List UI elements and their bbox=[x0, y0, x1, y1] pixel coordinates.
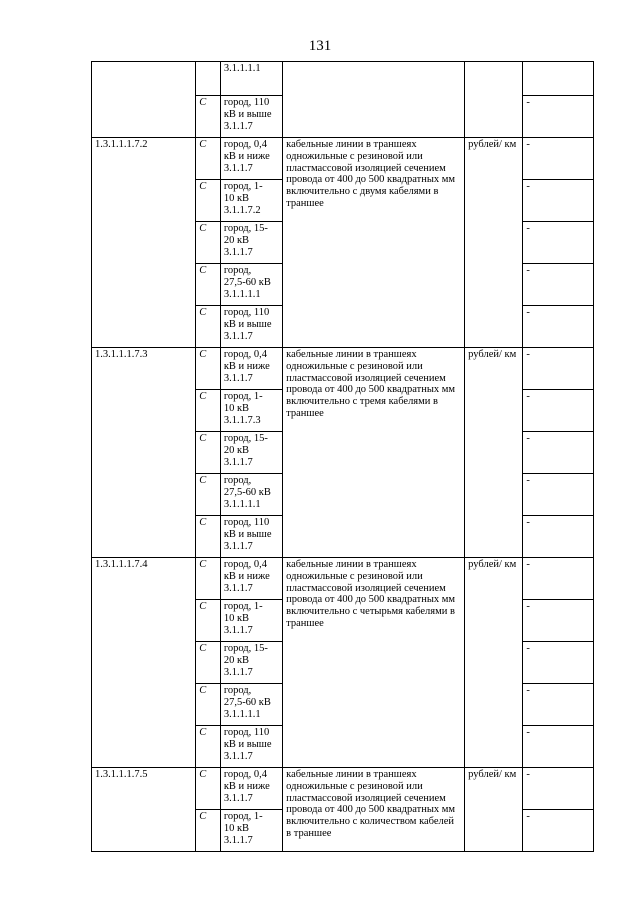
symbol-cell: С bbox=[196, 390, 221, 432]
symbol-cell: С bbox=[196, 306, 221, 348]
code-cell: 1.3.1.1.1.7.2 bbox=[92, 138, 196, 348]
name-line: 20 кВ bbox=[223, 234, 250, 246]
name-line: кВ и ниже bbox=[223, 570, 270, 582]
description-cell: кабельные линии в траншеях одножильные с резиновой или пластмассовой изоляцией сечением провода от 400 до 500 квадратных мм включительно с четырьмя кабелями в траншее bbox=[283, 558, 465, 768]
code-cell: 1.3.1.1.1.7.3 bbox=[92, 348, 196, 558]
name-line: 20 кВ bbox=[223, 654, 250, 666]
name-line: кВ и ниже bbox=[223, 360, 270, 372]
name-line: кВ и ниже bbox=[223, 780, 270, 792]
description-cell bbox=[283, 62, 465, 138]
symbol-cell: С bbox=[196, 96, 221, 138]
name-line: кВ и выше bbox=[223, 528, 272, 540]
unit-cell: рублей/ км bbox=[465, 558, 523, 768]
name-line: город, 0,4 bbox=[223, 559, 268, 570]
name-line: кВ и выше bbox=[223, 318, 272, 330]
name-line: 10 кВ bbox=[223, 612, 250, 624]
name-cell bbox=[220, 222, 282, 264]
tariff-table-body bbox=[92, 62, 594, 852]
name-line: 10 кВ bbox=[223, 192, 250, 204]
name-cell bbox=[220, 348, 282, 390]
name-line: кВ и ниже bbox=[223, 150, 270, 162]
table-row bbox=[92, 768, 594, 810]
name-line: кВ и выше bbox=[223, 108, 272, 120]
value-cell: - bbox=[523, 264, 594, 306]
description-cell: кабельные линии в траншеях одножильные с резиновой или пластмассовой изоляцией сечением провода от 400 до 500 квадратных мм включительно с двумя кабелями в траншее bbox=[283, 138, 465, 348]
name-line: город, 15- bbox=[223, 433, 268, 444]
name-line: 3.1.1.7 bbox=[223, 582, 253, 594]
unit-cell: рублей/ км bbox=[465, 138, 523, 348]
name-line: 3.1.1.1.1 bbox=[223, 288, 261, 300]
name-cell bbox=[220, 390, 282, 432]
value-cell: - bbox=[523, 642, 594, 684]
value-cell: - bbox=[523, 726, 594, 768]
name-line: 3.1.1.1.1 bbox=[223, 63, 261, 74]
name-cell bbox=[220, 62, 282, 96]
name-line: город, 1- bbox=[223, 601, 263, 612]
value-cell: - bbox=[523, 474, 594, 516]
name-line: город, bbox=[223, 475, 252, 486]
name-line: 3.1.1.7 bbox=[223, 624, 253, 636]
name-line: город, bbox=[223, 265, 252, 276]
name-line: город, 110 bbox=[223, 727, 270, 738]
name-line: город, 0,4 bbox=[223, 349, 268, 360]
name-cell bbox=[220, 306, 282, 348]
name-line: 3.1.1.7.2 bbox=[223, 204, 261, 216]
symbol-cell: С bbox=[196, 642, 221, 684]
symbol-cell: С bbox=[196, 432, 221, 474]
name-cell bbox=[220, 600, 282, 642]
name-line: 3.1.1.7 bbox=[223, 540, 253, 552]
symbol-cell: С bbox=[196, 600, 221, 642]
name-cell bbox=[220, 516, 282, 558]
code-cell: 1.3.1.1.1.7.5 bbox=[92, 768, 196, 852]
name-line: 27,5-60 кВ bbox=[223, 486, 271, 498]
table-row bbox=[92, 558, 594, 600]
value-cell: - bbox=[523, 96, 594, 138]
name-line: город, 15- bbox=[223, 643, 268, 654]
table-row bbox=[92, 348, 594, 390]
unit-cell: рублей/ км bbox=[465, 768, 523, 852]
table-row bbox=[92, 62, 594, 96]
value-cell: - bbox=[523, 768, 594, 810]
symbol-cell: С bbox=[196, 810, 221, 852]
name-line: 3.1.1.7 bbox=[223, 246, 253, 258]
value-cell: - bbox=[523, 180, 594, 222]
name-cell bbox=[220, 684, 282, 726]
name-line: город, 15- bbox=[223, 223, 268, 234]
name-line: 3.1.1.7 bbox=[223, 162, 253, 174]
name-cell bbox=[220, 264, 282, 306]
symbol-cell bbox=[196, 62, 221, 96]
symbol-cell: С bbox=[196, 684, 221, 726]
name-cell bbox=[220, 138, 282, 180]
name-line: 10 кВ bbox=[223, 822, 250, 834]
name-line: 3.1.1.7 bbox=[223, 834, 253, 846]
value-cell: - bbox=[523, 432, 594, 474]
symbol-cell: С bbox=[196, 516, 221, 558]
code-cell: 1.3.1.1.1.7.4 bbox=[92, 558, 196, 768]
description-cell: кабельные линии в траншеях одножильные с резиновой или пластмассовой изоляцией сечением провода от 400 до 500 квадратных мм включительно с тремя кабелями в траншее bbox=[283, 348, 465, 558]
value-cell: - bbox=[523, 138, 594, 180]
name-line: город, 1- bbox=[223, 181, 263, 192]
value-cell: - bbox=[523, 222, 594, 264]
name-line: 3.1.1.1.1 bbox=[223, 498, 261, 510]
name-line: 3.1.1.1.1 bbox=[223, 708, 261, 720]
name-line: 3.1.1.7 bbox=[223, 666, 253, 678]
name-line: город, 0,4 bbox=[223, 769, 268, 780]
value-cell: - bbox=[523, 348, 594, 390]
symbol-cell: С bbox=[196, 348, 221, 390]
name-line: 3.1.1.7 bbox=[223, 456, 253, 468]
value-cell: - bbox=[523, 306, 594, 348]
page-number: 131 bbox=[308, 38, 332, 54]
value-cell: - bbox=[523, 810, 594, 852]
symbol-cell: С bbox=[196, 222, 221, 264]
symbol-cell: С bbox=[196, 180, 221, 222]
name-line: 20 кВ bbox=[223, 444, 250, 456]
name-line: город, 1- bbox=[223, 811, 263, 822]
value-cell: - bbox=[523, 516, 594, 558]
name-line: 10 кВ bbox=[223, 402, 250, 414]
name-cell bbox=[220, 768, 282, 810]
unit-cell bbox=[465, 62, 523, 138]
symbol-cell: С bbox=[196, 726, 221, 768]
name-line: 3.1.1.7 bbox=[223, 750, 253, 762]
name-cell bbox=[220, 96, 282, 138]
name-line: 3.1.1.7 bbox=[223, 372, 253, 384]
name-cell bbox=[220, 810, 282, 852]
name-line: 3.1.1.7 bbox=[223, 792, 253, 804]
value-cell: - bbox=[523, 600, 594, 642]
name-cell bbox=[220, 474, 282, 516]
name-cell bbox=[220, 432, 282, 474]
value-cell: - bbox=[523, 684, 594, 726]
name-line: 3.1.1.7 bbox=[223, 120, 253, 132]
name-line: город, 0,4 bbox=[223, 139, 268, 150]
name-cell bbox=[220, 642, 282, 684]
name-line: 3.1.1.7.3 bbox=[223, 414, 261, 426]
name-line: город, 110 bbox=[223, 517, 270, 528]
name-line: город, bbox=[223, 685, 252, 696]
name-cell bbox=[220, 180, 282, 222]
name-line: 27,5-60 кВ bbox=[223, 696, 271, 708]
symbol-cell: С bbox=[196, 558, 221, 600]
tariff-table bbox=[91, 61, 594, 852]
name-cell bbox=[220, 558, 282, 600]
name-line: 3.1.1.7 bbox=[223, 330, 253, 342]
value-cell bbox=[523, 62, 594, 96]
symbol-cell: С bbox=[196, 474, 221, 516]
name-line: кВ и выше bbox=[223, 738, 272, 750]
table-row bbox=[92, 138, 594, 180]
symbol-cell: С bbox=[196, 264, 221, 306]
name-line: город, 110 bbox=[223, 307, 270, 318]
name-line: 27,5-60 кВ bbox=[223, 276, 271, 288]
description-cell: кабельные линии в траншеях одножильные с резиновой или пластмассовой изоляцией сечением провода от 400 до 500 квадратных мм включительно с количеством кабелей в траншее bbox=[283, 768, 465, 852]
name-line: город, 110 bbox=[223, 97, 270, 108]
unit-cell: рублей/ км bbox=[465, 348, 523, 558]
name-line: город, 1- bbox=[223, 391, 263, 402]
value-cell: - bbox=[523, 558, 594, 600]
name-cell bbox=[220, 726, 282, 768]
value-cell: - bbox=[523, 390, 594, 432]
symbol-cell: С bbox=[196, 768, 221, 810]
symbol-cell: С bbox=[196, 138, 221, 180]
code-cell bbox=[92, 62, 196, 138]
